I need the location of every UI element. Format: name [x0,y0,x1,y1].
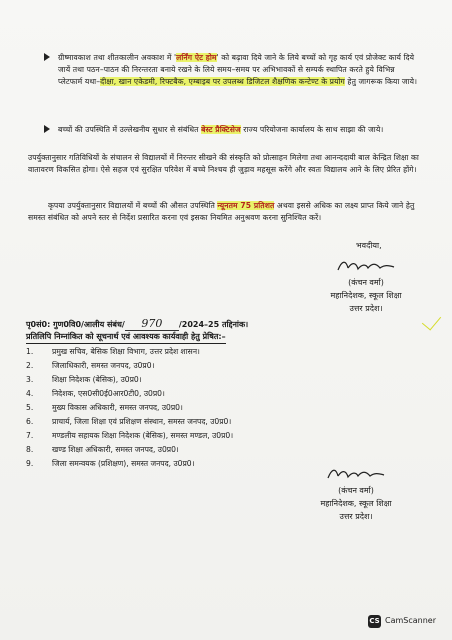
bullet-icon [44,125,50,133]
bullet-icon [44,53,50,61]
paragraph-activities-outcome: उपर्युक्तानुसार गतिविधियों के संचालन से विद्यालयों में निरन्तर सीखने की संस्कृति को प्रोत्साहन मिलेगा तथा आनन्ददायी बाल केन्द्रित शिक्षा का वातावरण विकसित होगा। ऐसे सहज एवं सुरक्षित परिवेश में बच्चे निश्चय ही जुड़ाव महसूस करेंगे और स्वतः विद्यालय आने के लिए प्रेरित होंगे। [28,153,419,174]
signatory-title: महानिदेशक, स्कूल शिक्षा [330,291,402,300]
closing-salutation: भवदीया, [356,241,382,250]
highlight-learning-at-home: लर्निंग ऐट होम [176,53,217,62]
list-item: 4. निदेशक, एस0सी0ई0आर0टी0, उ0प्र0। [26,389,165,398]
signatory-state: उत्तर प्रदेश। [339,512,373,521]
highlight-digital-platforms: दीक्षा, खान एकेडमी, रिफ्टबैक, एम्बाइब पर उपलब्ध डिजिटल शैक्षणिक कन्टेण्ट के प्रयोग [100,77,345,86]
reference-number-line: पृ0सं0: गुण0वि0/आलीय संबंध/ 970 /2024–25 तद्दिनांक। [26,317,249,330]
signatory-name: (कंचन वर्मा) [348,278,384,287]
bullet-text: ग्रीष्मावकाश तथा शीतकालीन अवकाश में 'लर्निंग ऐट होम' को बढ़ावा दिये जाने के लिये बच्चों को गृह कार्य एवं प्रोजेक्ट कार्य दिये जायें तथा पठन–पाठन की निरन्तरता बनाये रखने के लिये समय–समय पर अभिभावकों से सम्पर्क स्थापित करते हुये विभिन्न प्लेटफार्म यथा–दीक्षा, खान एकेडमी, रिफ्टबैक, एम्बाइब पर उपलब्ध डिजिटल शैक्षणिक कन्टेण्ट के प्रयोग हेतु जागरूक किया जाये। [58,53,418,86]
bullet-item-best-practices [58,124,418,136]
reference-number: 970 [125,317,179,331]
list-item: 7. मण्डलीय सहायक शिक्षा निदेशक (बेसिक), समस्त मण्डल, उ0प्र0। [26,431,234,440]
signature-block-copy [296,466,416,523]
copy-to-list [26,345,286,471]
signatory-state: उत्तर प्रदेश। [349,304,383,313]
camscanner-logo-icon: CS [368,615,381,628]
bullet-text: बच्चों की उपस्थिति में उल्लेखनीय सुधार से संबंधित बेस्ट प्रैक्टिसेज राज्य परियोजना कार्यालय के साथ साझा की जाये। [58,125,384,134]
highlight-best-practices: बेस्ट प्रैक्टिसेज [201,125,241,134]
handwritten-signature [306,258,426,276]
signatory-title: महानिदेशक, स्कूल शिक्षा [320,499,392,508]
bullet-item-learning-at-home [58,52,418,88]
signature-scribble-icon [336,258,396,274]
list-item: 9. जिला समन्वयक (प्रशिक्षण), समस्त जनपद, उ0प्र0। [26,459,195,468]
signatory-name: (कंचन वर्मा) [338,486,374,495]
signature-block [306,258,426,315]
signature-scribble-icon [326,466,386,482]
paragraph-attendance-target: कृपया उपर्युक्तानुसार विद्यालयों में बच्चों की औसत उपस्थिति न्यूनतम 75 प्रतिशत अथवा इससे अधिक का लक्ष्य प्राप्त किये जाने हेतु समस्त संबंधित को अपने स्तर से निर्देश प्रसारित करना एवं इसका नियमित अनुश्रवण करना सुनिश्चित करें। [28,201,415,222]
highlight-attendance-target: न्यूनतम 75 प्रतिशत [217,201,275,210]
list-item: 8. खण्ड शिक्षा अधिकारी, समस्त जनपद, उ0प्र0। [26,445,179,454]
list-item: 3. शिक्षा निदेशक (बेसिक), उ0प्र0। [26,375,142,384]
list-item: 2. जिलाधिकारी, समस्त जनपद, उ0प्र0। [26,361,155,370]
copy-to-heading: प्रतिलिपि निम्नांकित को सूचनार्थ एवं आवश्यक कार्यवाही हेतु प्रेषित:– [26,331,226,344]
handwritten-signature [296,466,416,484]
camscanner-watermark: CamScanner [385,616,437,625]
list-item: 1. प्रमुख सचिव, बेसिक शिक्षा विभाग, उत्तर प्रदेश शासन। [26,347,200,356]
list-item: 6. प्राचार्य, जिला शिक्षा एवं प्रशिक्षण संस्थान, समस्त जनपद, उ0प्र0। [26,417,232,426]
list-item: 5. मुख्य विकास अधिकारी, समस्त जनपद, उ0प्र0। [26,403,183,412]
